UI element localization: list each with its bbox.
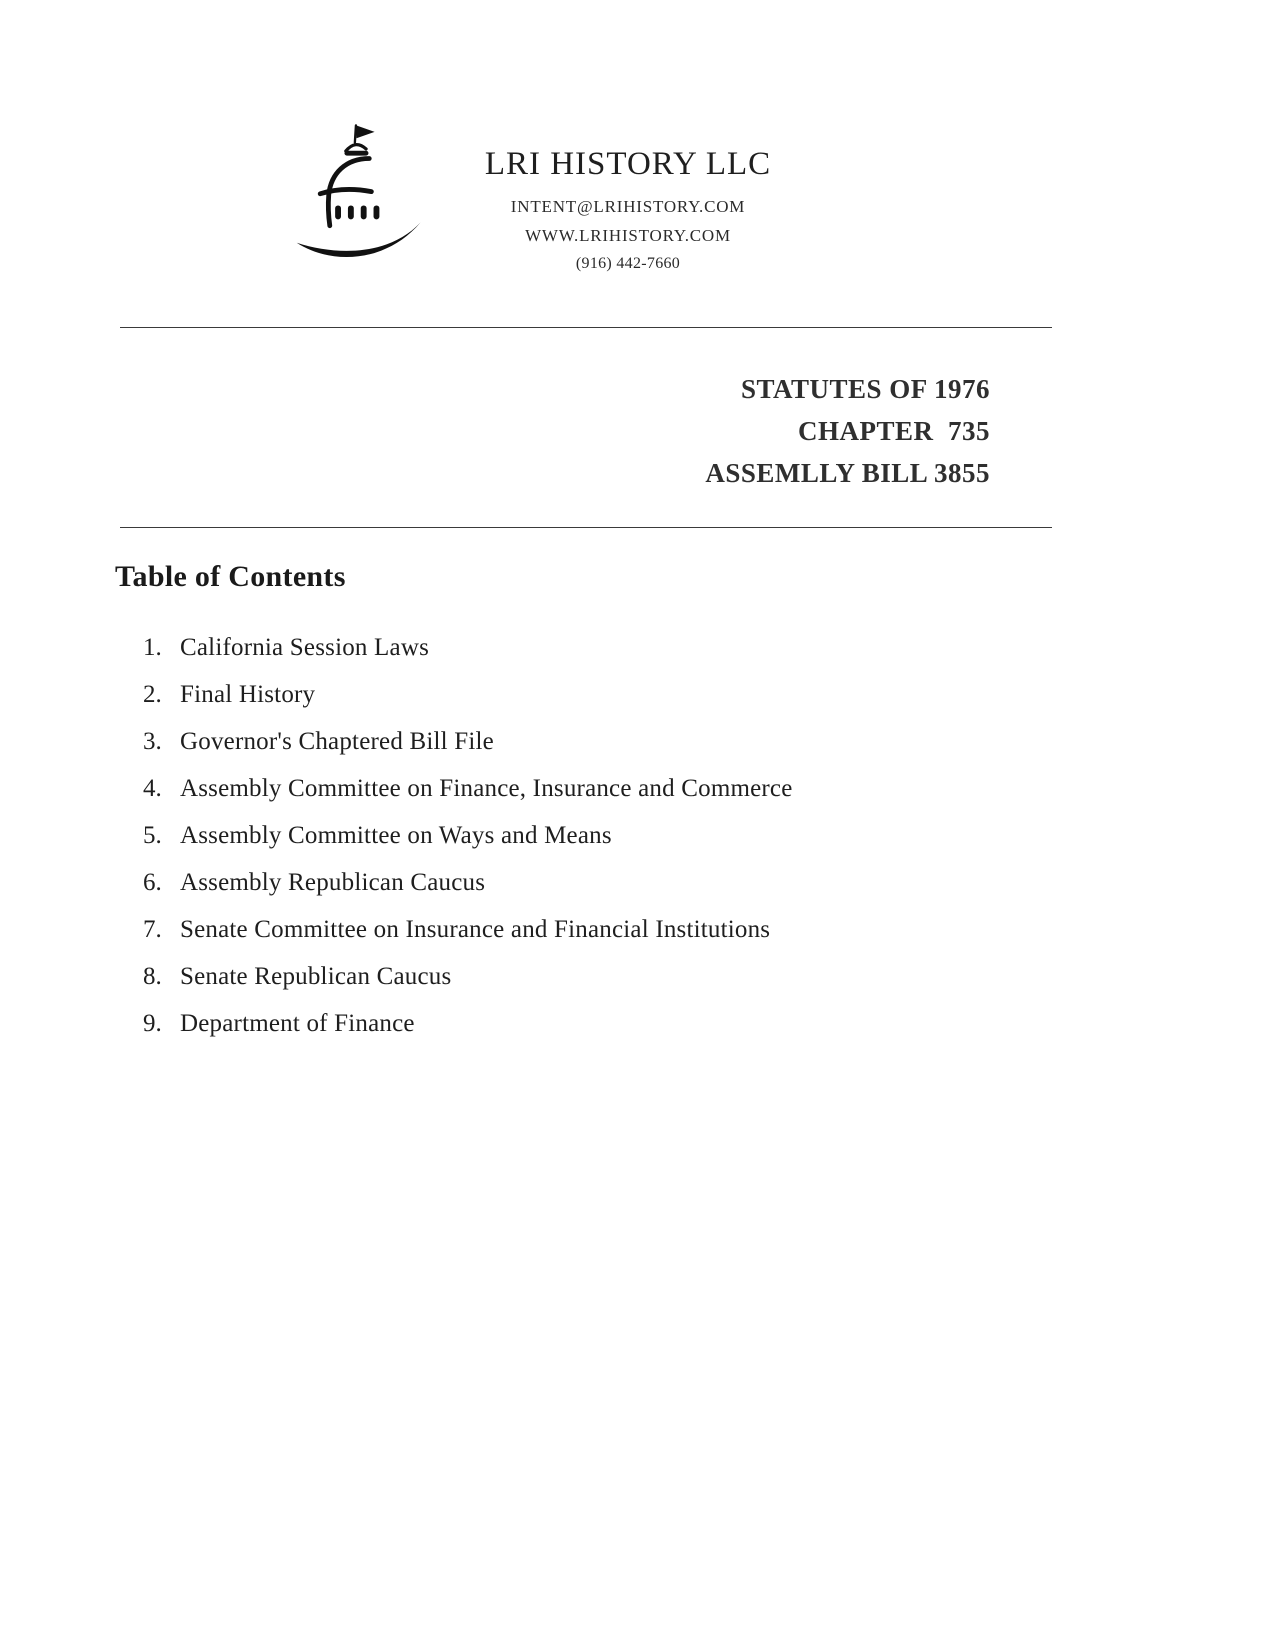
company-website: WWW.LRIHISTORY.COM: [525, 226, 731, 245]
toc-item-number: 5.: [143, 821, 162, 849]
toc-item: [143, 718, 1115, 765]
toc-item-number: 3.: [143, 727, 162, 755]
table-of-contents: [115, 560, 1115, 1047]
letterhead-text: [468, 146, 788, 273]
toc-heading: Table of Contents: [115, 560, 346, 593]
toc-item-number: 4.: [143, 774, 162, 802]
toc-item-label: Assembly Committee on Finance, Insurance and Commerce: [180, 774, 793, 802]
toc-item-label: Assembly Republican Caucus: [180, 868, 486, 896]
toc-item: [143, 859, 1115, 906]
divider-bottom: [120, 527, 1052, 528]
letterhead: [290, 118, 788, 278]
toc-item: [143, 1000, 1115, 1047]
toc-item: [143, 812, 1115, 859]
toc-item: [143, 953, 1115, 1000]
toc-item-number: 6.: [143, 868, 162, 896]
toc-item-number: 9.: [143, 1009, 162, 1037]
company-email: INTENT@LRIHISTORY.COM: [510, 197, 746, 216]
company-name: LRI HISTORY LLC: [484, 146, 772, 182]
toc-list: [143, 624, 1115, 1047]
toc-item-label: Assembly Committee on Ways and Means: [180, 821, 612, 849]
title-line-bill: ASSEMLLY BILL 3855: [705, 458, 990, 488]
toc-item-number: 2.: [143, 680, 162, 708]
toc-item: [143, 671, 1115, 718]
divider-top: [120, 327, 1052, 328]
toc-item-number: 8.: [143, 962, 162, 990]
toc-item-label: Department of Finance: [180, 1009, 415, 1037]
title-line-statutes: STATUTES OF 1976: [740, 374, 990, 404]
toc-item-number: 7.: [143, 915, 162, 943]
toc-item-label: California Session Laws: [180, 633, 430, 661]
toc-item-number: 1.: [143, 633, 162, 661]
capitol-logo-icon: [290, 118, 440, 278]
toc-item: [143, 765, 1115, 812]
toc-item-label: Final History: [180, 680, 316, 708]
toc-item-label: Governor's Chaptered Bill File: [180, 727, 494, 755]
document-title-block: [120, 368, 1052, 494]
title-line-chapter: CHAPTER 735: [797, 416, 990, 446]
company-phone: (916) 442-7660: [575, 255, 681, 272]
toc-item: [143, 624, 1115, 671]
toc-item-label: Senate Committee on Insurance and Financial Institutions: [180, 915, 771, 943]
toc-item: [143, 906, 1115, 953]
toc-item-label: Senate Republican Caucus: [180, 962, 452, 990]
